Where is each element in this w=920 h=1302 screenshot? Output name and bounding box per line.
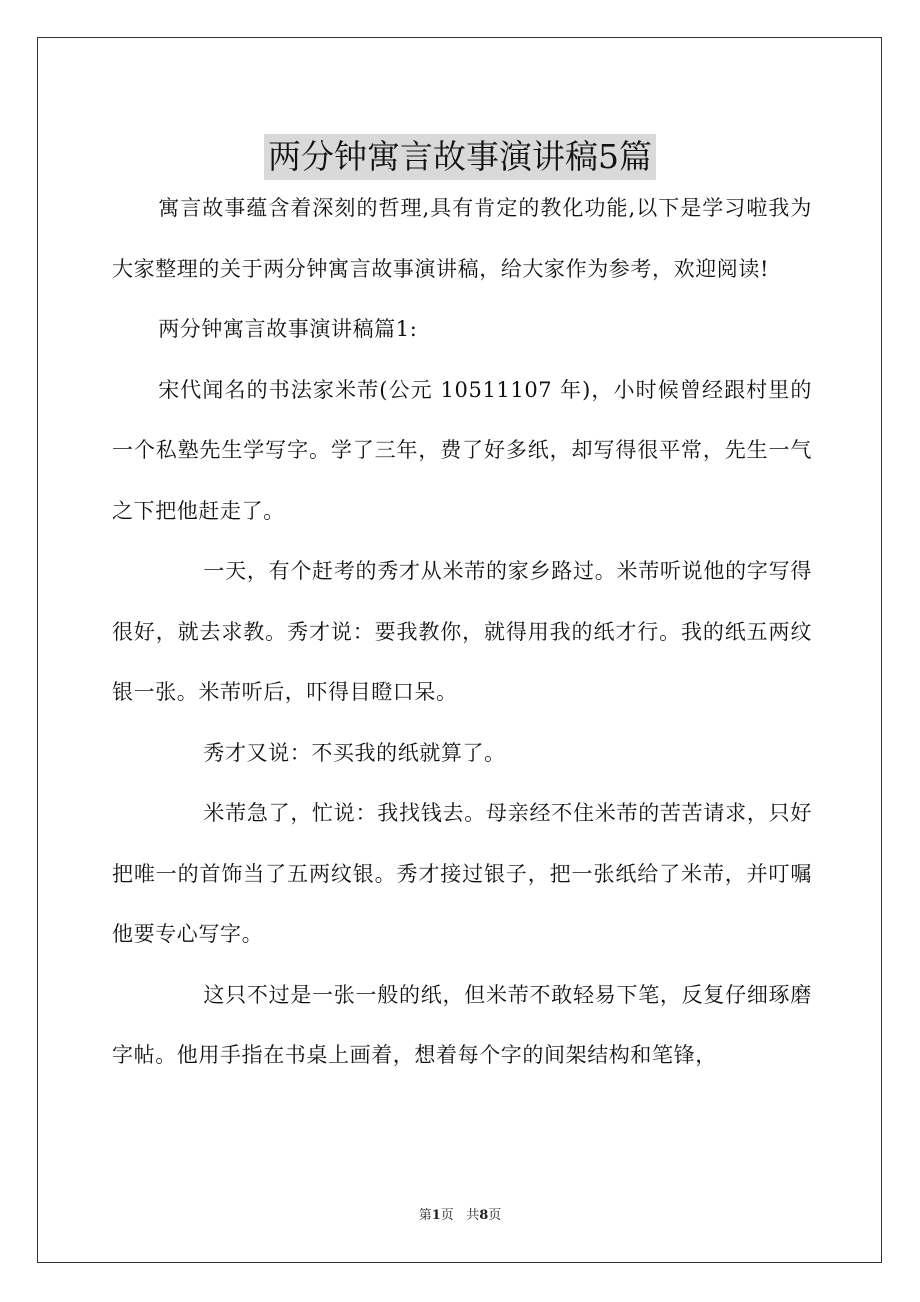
paragraph-story-3: 秀才又说：不买我的纸就算了。 xyxy=(203,740,506,765)
footer-current-page: 1 xyxy=(431,1208,441,1223)
paragraph-story-1: 宋代闻名的书法家米芾(公元 10511107 年)，小时候曾经跟村里的一个私塾先生学写字。学了三年，费了好多纸，却写得很平常，先生一气之下把他赶走了。 xyxy=(112,377,812,523)
footer-total-pages: 8 xyxy=(479,1208,489,1223)
paragraph-story-4: 米芾急了，忙说：我找钱去。母亲经不住米芾的苦苦请求，只好把唯一的首饰当了五两纹银。秀才接过银子，把一张纸给了米芾，并叮嘱他要专心写字。 xyxy=(112,801,812,946)
footer-page-suffix: 页 xyxy=(440,1208,454,1223)
paragraph-intro: 寓言故事蕴含着深刻的哲理,具有肯定的教化功能,以下是学习啦我为大家整理的关于两分钟寓言故事演讲稿，给大家作为参考，欢迎阅读! xyxy=(112,196,812,281)
document-title: 两分钟寓言故事演讲稿5篇 xyxy=(264,134,656,180)
paragraph-story-2: 一天，有个赶考的秀才从米芾的家乡路过。米芾听说他的字写得很好，就去求教。秀才说：要我教你，就得用我的纸才行。我的纸五两纹银一张。米芾听后，吓得目瞪口呆。 xyxy=(112,559,812,704)
footer-total-prefix: 共 xyxy=(466,1208,480,1223)
paragraph-story-5: 这只不过是一张一般的纸，但米芾不敢轻易下笔，反复仔细琢磨字帖。他用手指在书桌上画着，想着每个字的间架结构和笔锋， xyxy=(112,982,812,1067)
paragraph-section-heading: 两分钟寓言故事演讲稿篇1: xyxy=(158,317,418,341)
document-body xyxy=(112,178,812,1086)
footer-total-suffix: 页 xyxy=(488,1208,502,1223)
page-footer xyxy=(0,1207,920,1225)
footer-prefix: 第 xyxy=(418,1208,432,1223)
